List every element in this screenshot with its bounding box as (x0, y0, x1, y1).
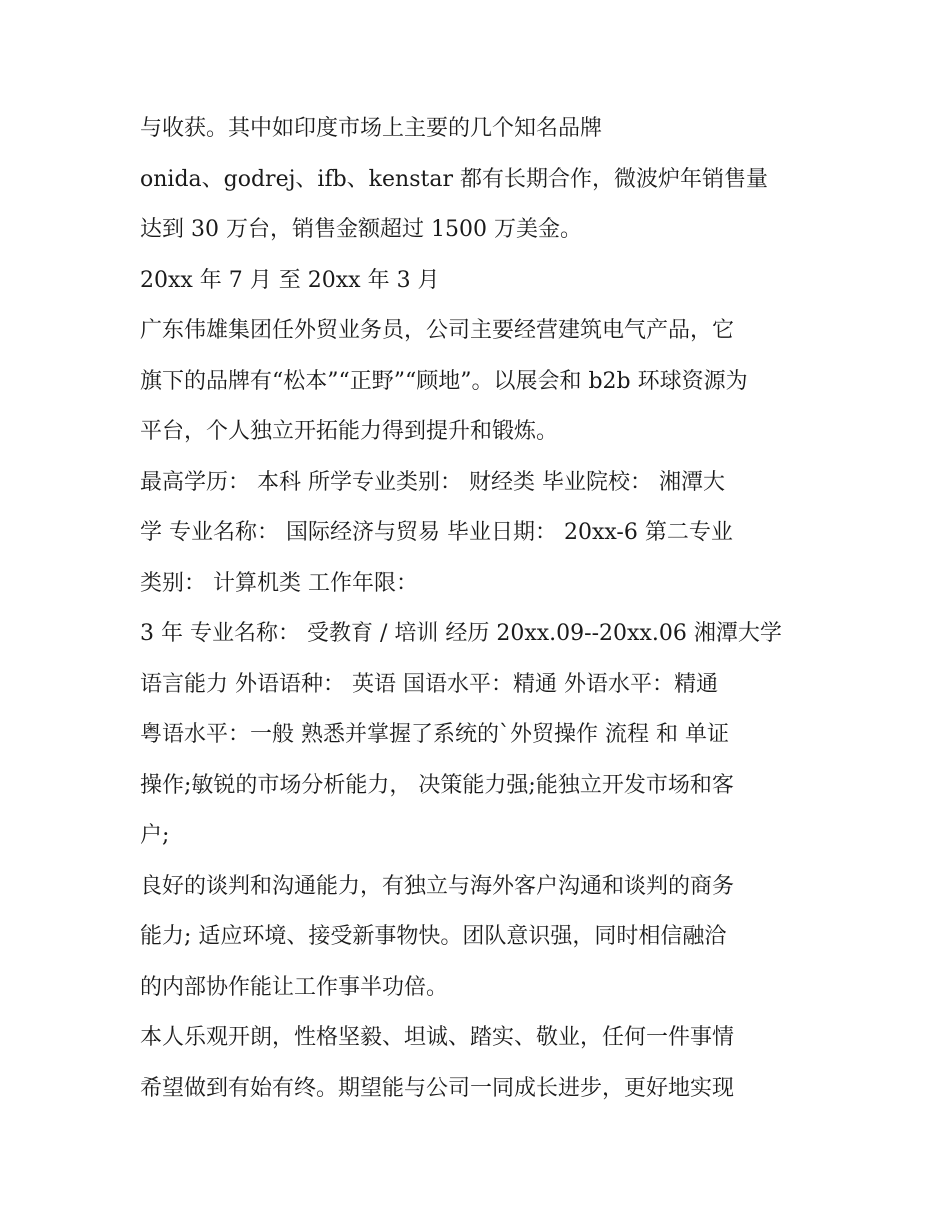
text-line: 3 年 专业名称： 受教育 / 培训 经历 20xx.09--20xx.06 湘潭大学 (140, 621, 782, 646)
text-line: 良好的谈判和沟通能力，有独立与海外客户沟通和谈判的商务 (140, 873, 735, 899)
text-line: 平台，个人独立开拓能力得到提升和锻炼。 (140, 419, 559, 444)
text-line: 类别： 计算机类 工作年限： (140, 570, 418, 596)
document-body (140, 104, 820, 1114)
text-line: 的内部协作能让工作事半功倍。 (140, 974, 449, 1000)
text-line: 粤语水平：一般 熟悉并掌握了系统的`外贸操作 流程 和 单证 (140, 722, 729, 747)
text-line: onida、godrej、ifb、kenstar 都有长期合作，微波炉年销售量 (140, 166, 768, 192)
text-line: 20xx 年 7 月 至 20xx 年 3 月 (140, 267, 440, 293)
text-line: 学 专业名称： 国际经济与贸易 毕业日期： 20xx-6 第二专业 (140, 520, 733, 545)
text-line: 最高学历： 本科 所学专业类别： 财经类 毕业院校： 湘潭大 (140, 469, 725, 495)
text-line: 旗下的品牌有“松本”“正野”“顾地”。以展会和 b2b 环球资源为 (140, 368, 748, 394)
text-line: 操作;敏锐的市场分析能力， 决策能力强;能独立开发市场和客 (140, 772, 734, 798)
text-line: 与收获。其中如印度市场上主要的几个知名品牌 (140, 116, 603, 141)
text-line: 希望做到有始有终。期望能与公司一同成长进步，更好地实现 (140, 1075, 735, 1101)
text-line: 达到 30 万台，销售金额超过 1500 万美金。 (140, 217, 582, 242)
text-line: 能力; 适应环境、接受新事物快。团队意识强，同时相信融洽 (140, 924, 727, 949)
text-line: 本人乐观开朗，性格坚毅、坦诚、踏实、敬业，任何一件事情 (140, 1025, 735, 1050)
text-line: 户; (140, 823, 170, 848)
text-line: 语言能力 外语语种： 英语 国语水平：精通 外语水平：精通 (140, 671, 718, 697)
text-line: 广东伟雄集团任外贸业务员，公司主要经营建筑电气产品，它 (140, 318, 735, 343)
